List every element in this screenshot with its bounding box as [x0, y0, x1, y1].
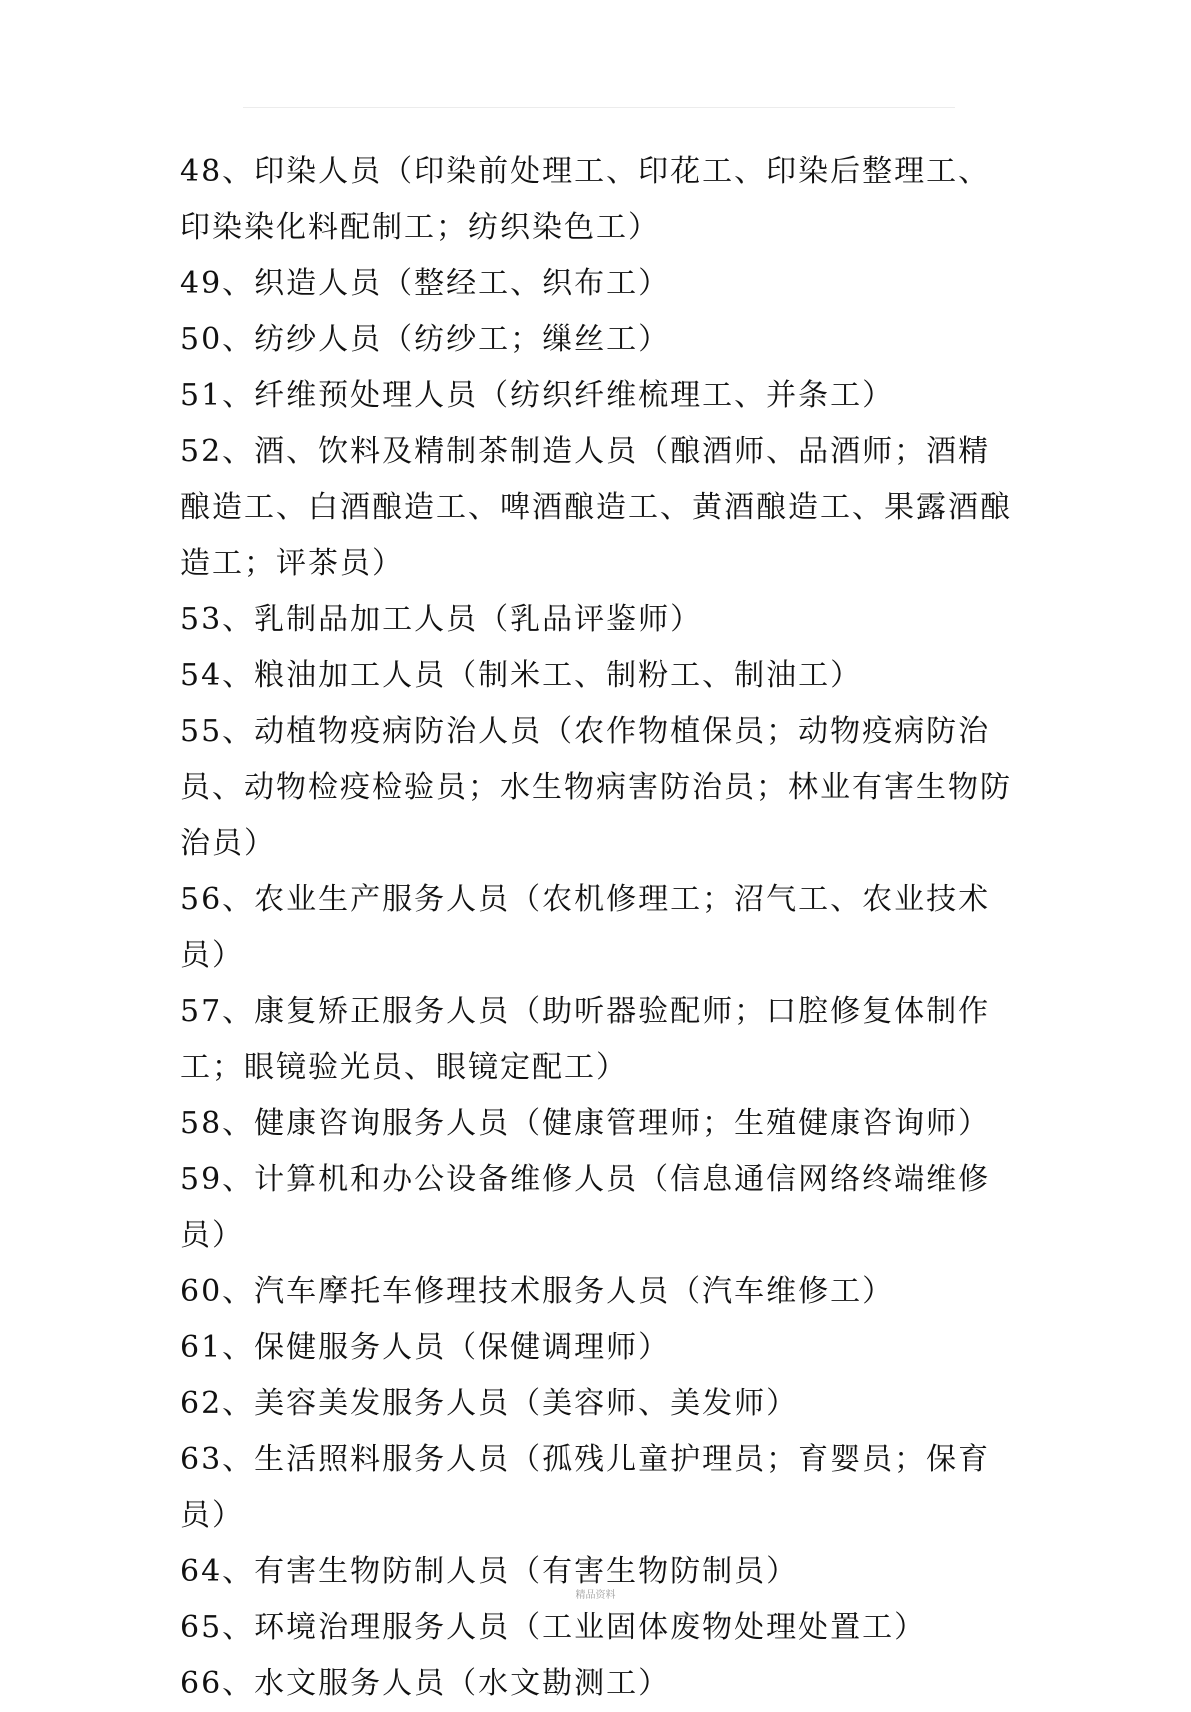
list-item: 49、织造人员（整经工、织布工） — [180, 266, 671, 301]
header-rule — [243, 107, 955, 108]
list-item: 59、计算机和办公设备维修人员（信息通信网络终端维修员） — [180, 1162, 991, 1253]
list-item: 58、健康咨询服务人员（健康管理师；生殖健康咨询师） — [180, 1106, 991, 1141]
list-item: 62、美容美发服务人员（美容师、美发师） — [180, 1386, 799, 1421]
list-item: 55、动植物疫病防治人员（农作物植保员；动物疫病防治员、动物检疫检验员；水生物病害防治员；林业有害生物防治员） — [180, 714, 1012, 861]
list-item: 64、有害生物防制人员（有害生物防制员） — [180, 1554, 799, 1589]
footer-text: 精品资料 — [575, 1590, 616, 1601]
list-item: 54、粮油加工人员（制米工、制粉工、制油工） — [180, 658, 863, 693]
list-item: 57、康复矫正服务人员（助听器验配师；口腔修复体制作工；眼镜验光员、眼镜定配工） — [180, 994, 991, 1085]
list-item: 56、农业生产服务人员（农机修理工；沼气工、农业技术员） — [180, 882, 991, 973]
list-item: 65、环境治理服务人员（工业固体废物处理处置工） — [180, 1610, 927, 1645]
list-item: 53、乳制品加工人员（乳品评鉴师） — [180, 602, 703, 637]
list-item: 61、保健服务人员（保健调理师） — [180, 1330, 671, 1365]
list-item: 52、酒、饮料及精制茶制造人员（酿酒师、品酒师；酒精酿造工、白酒酿造工、啤酒酿造工、黄酒酿造工、果露酒酿造工；评茶员） — [180, 434, 1012, 581]
list-item: 51、纤维预处理人员（纺织纤维梳理工、并条工） — [180, 378, 895, 413]
list-item: 48、印染人员（印染前处理工、印花工、印染后整理工、印染染化料配制工；纺织染色工） — [180, 154, 991, 245]
document-body — [180, 144, 1020, 1712]
list-item: 66、水文服务人员（水文勘测工） — [180, 1666, 671, 1701]
list-item: 50、纺纱人员（纺纱工；缫丝工） — [180, 322, 671, 357]
list-item: 63、生活照料服务人员（孤残儿童护理员；育婴员；保育员） — [180, 1442, 991, 1533]
list-item: 60、汽车摩托车修理技术服务人员（汽车维修工） — [180, 1274, 895, 1309]
